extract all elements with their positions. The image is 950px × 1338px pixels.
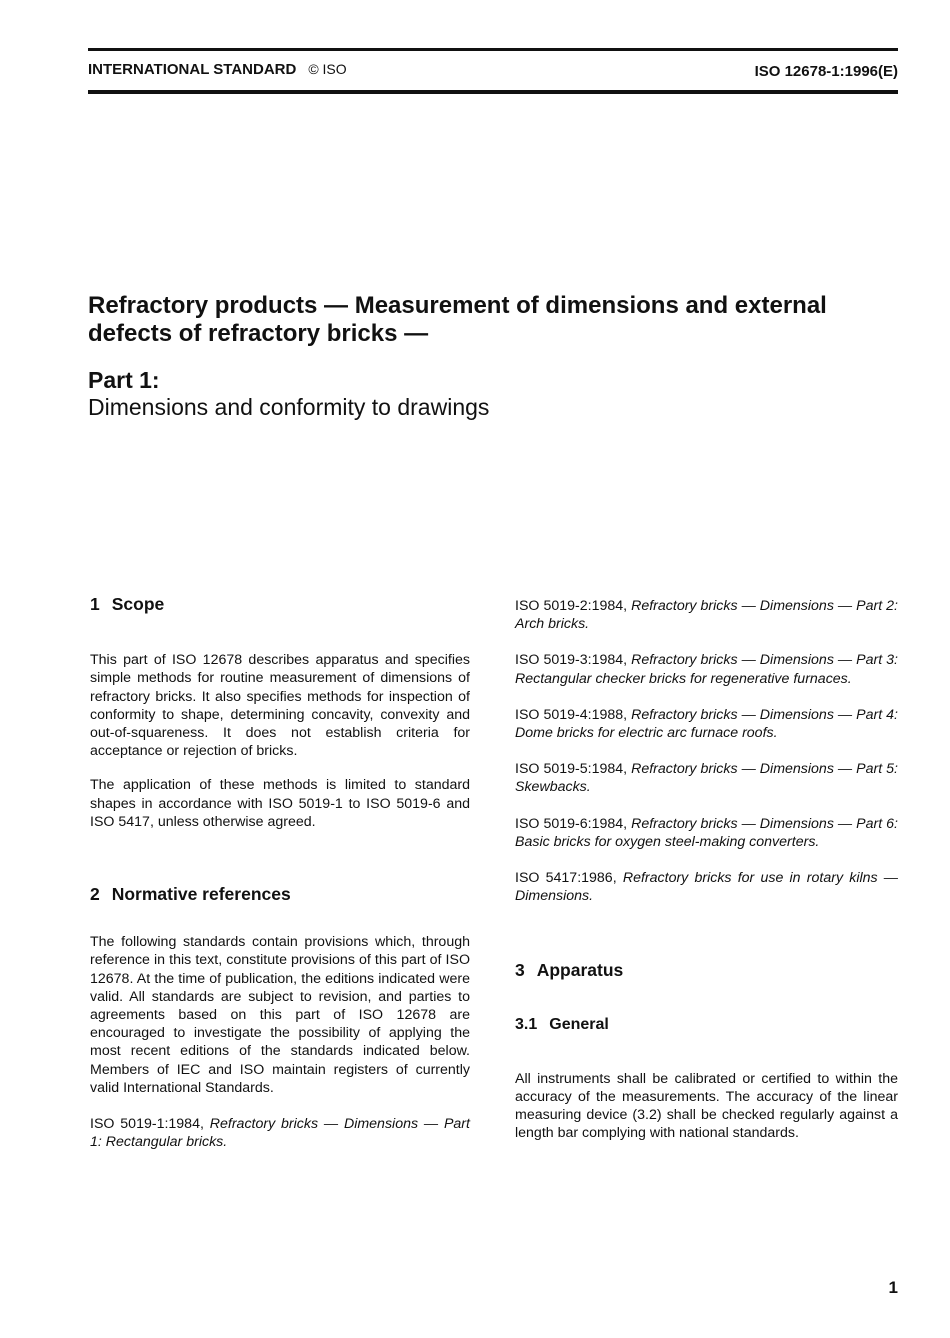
- section-heading-scope: 1 Scope: [90, 594, 165, 614]
- reference-item: ISO 5019-6:1984, Refractory bricks — Dimensions — Part 6: Basic bricks for oxygen steel-making converters.: [515, 815, 898, 850]
- header-top-rule: [88, 48, 898, 51]
- page-number: 1: [888, 1278, 898, 1297]
- general-paragraph: All instruments shall be calibrated or certified to within the accuracy of the measurements. The accuracy of the linear measuring device (3.2) shall be checked regularly against a length bar complying with national standards.: [515, 1070, 898, 1142]
- part-subtitle: Dimensions and conformity to drawings: [88, 394, 490, 420]
- reference-item: ISO 5019-5:1984, Refractory bricks — Dimensions — Part 5: Skewbacks.: [515, 761, 898, 796]
- normative-paragraph: The following standards contain provisions which, through reference in this text, constitute provisions of this part of ISO 12678. At the time of publication, the editions indicated were valid. All standards are subject to revision, and parties to agreements based on this part of ISO 12678 are encouraged to investigate the possibility of applying the most recent editions of the standards indicated below. Members of IEC and ISO maintain registers of currently valid International Standards.: [90, 934, 470, 1096]
- document-title: Refractory products — Measurement of dimensions and external defects of refractory bricks —: [88, 292, 827, 347]
- scope-paragraph: This part of ISO 12678 describes apparatus and specifies simple methods for routine measurement of dimensions of refractory bricks. It also specifies methods for inspection of conformity to shape, determining concavity, convexity and out-of-squareness. It does not establish criteria for acceptance or rejection of bricks.: [90, 652, 470, 760]
- copyright-notice: © ISO: [308, 61, 347, 77]
- reference-item: ISO 5019-3:1984, Refractory bricks — Dimensions — Part 3: Rectangular checker bricks for regenerative furnaces.: [515, 652, 898, 687]
- document-id: ISO 12678-1:1996(E): [754, 63, 898, 80]
- reference-item: ISO 5417:1986, Refractory bricks for use in rotary kilns — Dimensions.: [515, 870, 898, 905]
- left-column: [90, 595, 470, 1151]
- section-heading-normative-references: 2 Normative references: [90, 884, 291, 905]
- subsection-heading-general: 3.1 General: [515, 1015, 609, 1033]
- right-column: [515, 597, 898, 1143]
- standard-label: INTERNATIONAL STANDARD: [88, 61, 297, 78]
- reference-item: ISO 5019-4:1988, Refractory bricks — Dimensions — Part 4: Dome bricks for electric arc furnace roofs.: [515, 706, 898, 742]
- header-bottom-rule: [88, 90, 898, 94]
- reference-item: ISO 5019-2:1984, Refractory bricks — Dimensions — Part 2: Arch bricks.: [515, 598, 898, 633]
- reference-item: ISO 5019-1:1984, Refractory bricks — Dimensions — Part 1: Rectangular bricks.: [90, 1116, 470, 1151]
- running-header-left: [88, 61, 347, 78]
- part-label: Part 1:: [88, 367, 160, 393]
- scope-paragraph: The application of these methods is limited to standard shapes in accordance with ISO 5019-1 to ISO 5019-6 and ISO 5417, unless otherwise agreed.: [90, 777, 470, 830]
- section-heading-apparatus: 3 Apparatus: [515, 960, 624, 981]
